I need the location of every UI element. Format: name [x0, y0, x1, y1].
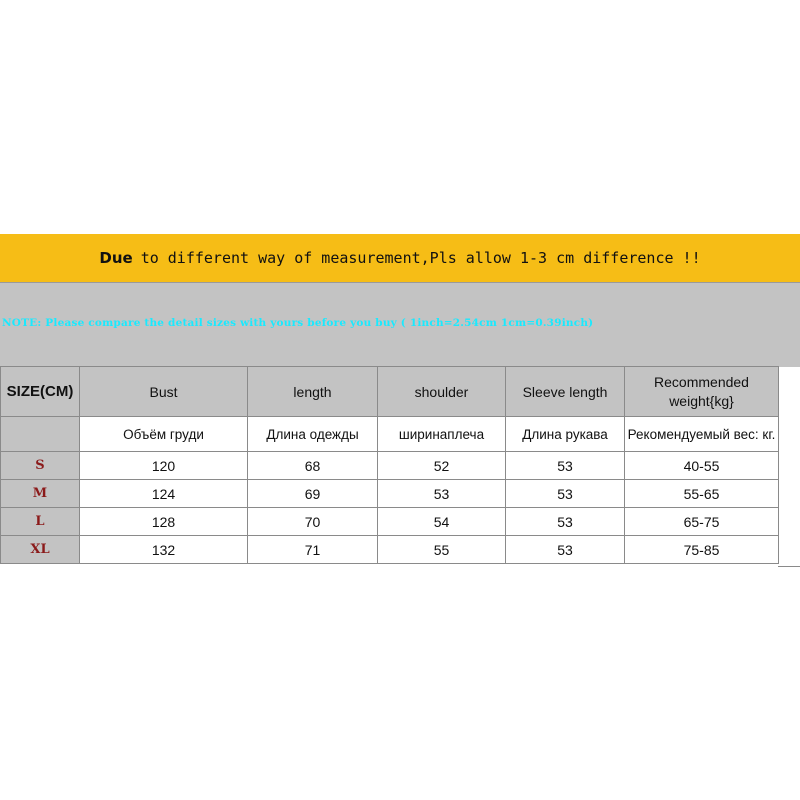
- russian-sleeve-length: Длина рукава: [506, 417, 625, 452]
- header-sleeve-length: Sleeve length: [506, 367, 625, 417]
- note-panel: [0, 282, 800, 367]
- size-label: XL: [1, 536, 80, 564]
- size-label: S: [1, 452, 80, 480]
- bust-value: 120: [80, 452, 248, 480]
- header-bust: Bust: [80, 367, 248, 417]
- shoulder-value: 54: [378, 508, 506, 536]
- sleeve-value: 53: [506, 452, 625, 480]
- shoulder-value: 55: [378, 536, 506, 564]
- length-value: 70: [248, 508, 378, 536]
- header-length: length: [248, 367, 378, 417]
- size-label: M: [1, 480, 80, 508]
- table-header-row: [1, 367, 779, 417]
- table-row: [1, 480, 779, 508]
- weight-value: 40-55: [625, 452, 779, 480]
- table-row: [1, 452, 779, 480]
- header-size: SIZE(CM): [1, 367, 80, 417]
- table-row: [1, 536, 779, 564]
- shoulder-value: 53: [378, 480, 506, 508]
- table-russian-row: [1, 417, 779, 452]
- header-recommended-weight: Recommended weight{kg}: [625, 367, 779, 417]
- bust-value: 124: [80, 480, 248, 508]
- length-value: 69: [248, 480, 378, 508]
- russian-size: [1, 417, 80, 452]
- russian-shoulder: ширинаплеча: [378, 417, 506, 452]
- russian-recommended-weight: Рекомендуемый вес: кг.: [625, 417, 779, 452]
- weight-value: 65-75: [625, 508, 779, 536]
- russian-bust: Объём груди: [80, 417, 248, 452]
- length-value: 68: [248, 452, 378, 480]
- bust-value: 128: [80, 508, 248, 536]
- sleeve-value: 53: [506, 480, 625, 508]
- size-label: L: [1, 508, 80, 536]
- banner-text: to different way of measurement,Pls allow 1-3 cm difference !!: [140, 249, 701, 267]
- weight-value: 75-85: [625, 536, 779, 564]
- banner-bold-word: Due: [99, 249, 133, 267]
- header-shoulder: shoulder: [378, 367, 506, 417]
- sleeve-value: 53: [506, 536, 625, 564]
- sleeve-value: 53: [506, 508, 625, 536]
- russian-length: Длина одежды: [248, 417, 378, 452]
- table-edge-line: [778, 566, 800, 567]
- weight-value: 55-65: [625, 480, 779, 508]
- shoulder-value: 52: [378, 452, 506, 480]
- length-value: 71: [248, 536, 378, 564]
- note-text: NOTE: Please compare the detail sizes with yours before you buy ( 1inch=2.54cm 1cm=0.39inch): [2, 317, 594, 329]
- table-row: [1, 508, 779, 536]
- size-chart-table: [0, 366, 779, 564]
- disclaimer-banner: [0, 234, 800, 282]
- bust-value: 132: [80, 536, 248, 564]
